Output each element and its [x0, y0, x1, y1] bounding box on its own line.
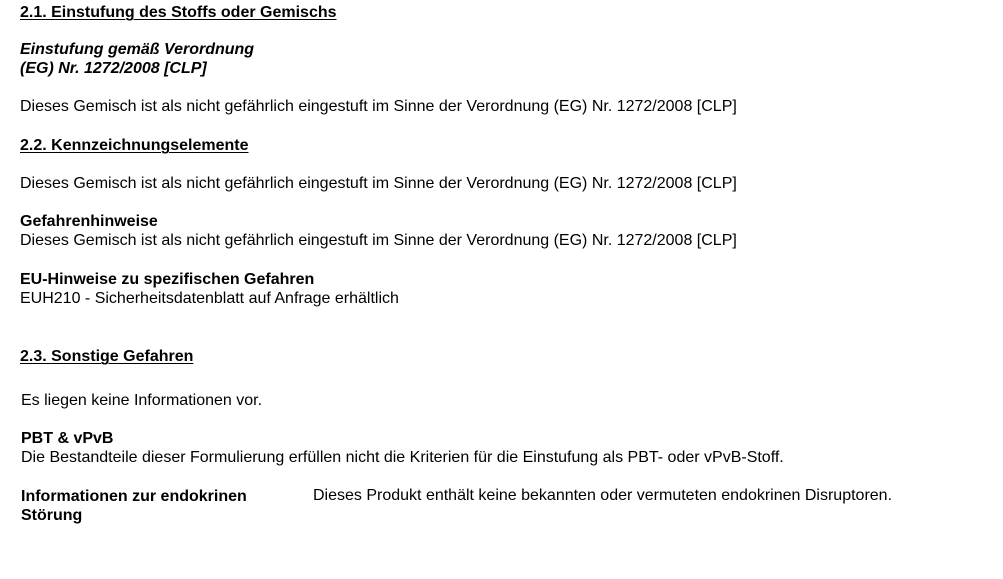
pbt-label: PBT & vPvB: [21, 430, 114, 447]
hazard-statements-text: Dieses Gemisch ist als nicht gefährlich eingestuft im Sinne der Verordnung (EG) Nr. 1272/2008 [CLP]: [20, 232, 737, 249]
hazard-statements-label: Gefahrenhinweise: [20, 213, 158, 230]
classification-subheading-line1: Einstufung gemäß Verordnung: [20, 41, 255, 58]
classification-text: Dieses Gemisch ist als nicht gefährlich eingestuft im Sinne der Verordnung (EG) Nr. 1272/2008 [CLP]: [20, 98, 737, 115]
pbt-text: Die Bestandteile dieser Formulierung erfüllen nicht die Kriterien für die Einstufung als PBT- oder vPvB-Stoff.: [21, 449, 784, 466]
section-2-3-heading: 2.3. Sonstige Gefahren: [20, 348, 194, 365]
endocrine-label-line1: Informationen zur endokrinen: [21, 488, 247, 505]
eu-hazard-text: EUH210 - Sicherheitsdatenblatt auf Anfrage erhältlich: [20, 290, 399, 307]
labelling-text: Dieses Gemisch ist als nicht gefährlich eingestuft im Sinne der Verordnung (EG) Nr. 1272/2008 [CLP]: [20, 175, 737, 192]
classification-subheading-line2: (EG) Nr. 1272/2008 [CLP]: [20, 60, 207, 77]
section-2-2-heading: 2.2. Kennzeichnungselemente: [20, 137, 249, 154]
endocrine-label-line2: Störung: [21, 507, 83, 524]
section-2-1-heading: 2.1. Einstufung des Stoffs oder Gemischs: [20, 4, 337, 21]
other-hazards-text: Es liegen keine Informationen vor.: [21, 392, 263, 409]
endocrine-text: Dieses Produkt enthält keine bekannten oder vermuteten endokrinen Disruptoren.: [313, 487, 893, 504]
eu-hazard-label: EU-Hinweise zu spezifischen Gefahren: [20, 271, 315, 288]
